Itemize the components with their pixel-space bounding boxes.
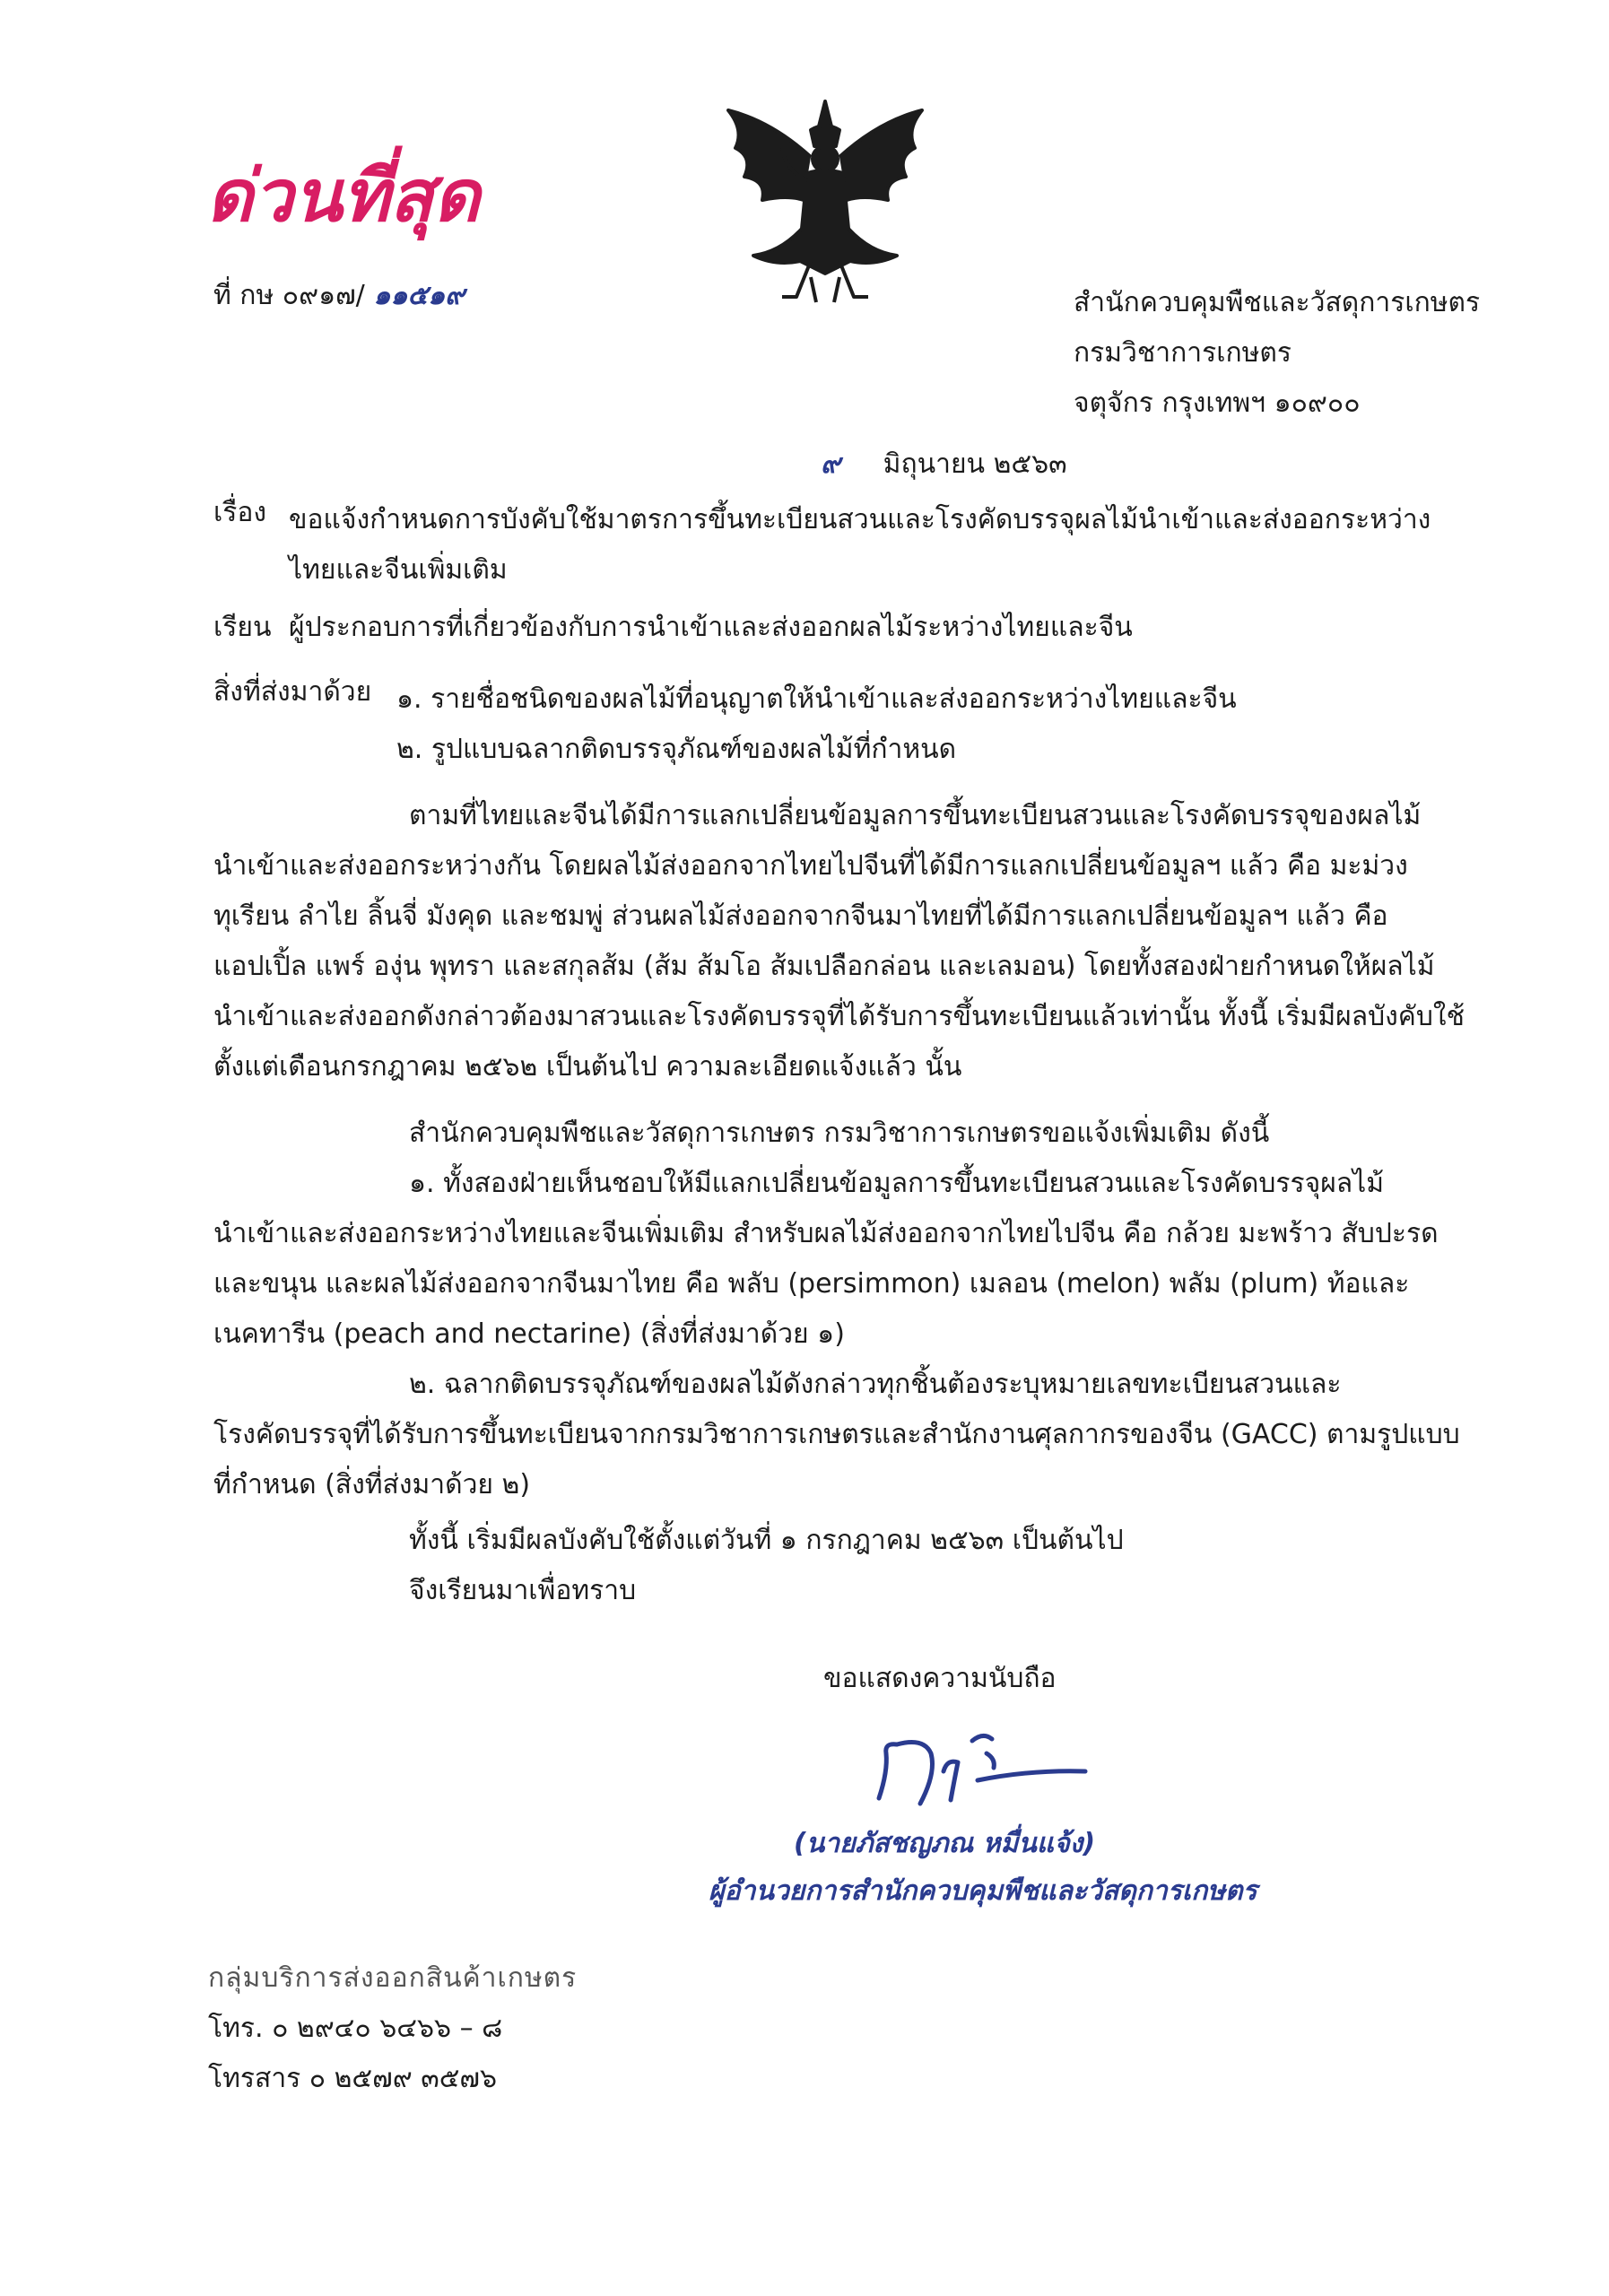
urgency-stamp: ด่วนที่สุด [206, 153, 481, 238]
paragraph-line: จึงเรียนมาเพื่อทราบ [409, 1575, 637, 1606]
letter-date [821, 447, 1067, 483]
body-paragraph-2 [213, 1109, 1469, 1510]
subject-line: ขอแจ้งกำหนดการบังคับใช้มาตรการขึ้นทะเบียนสวนและโรงคัดบรรจุผลไม้นำเข้าและส่งออกระหว่าง [289, 504, 1431, 535]
garuda-emblem-icon [718, 94, 933, 309]
paragraph-line: โรงคัดบรรจุที่ได้รับการขึ้นทะเบียนจากกรมวิชาการเกษตรและสำนักงานศุลกากรของจีน (GACC) ตามรูปแบบ [213, 1419, 1460, 1450]
sender-address [1074, 278, 1480, 429]
document-number-prefix: ที่ กษ ๐๙๑๗/ [213, 280, 365, 311]
paragraph-line: สำนักควบคุมพืชและวัสดุการเกษตร กรมวิชาการเกษตรขอแจ้งเพิ่มเติม ดังนี้ [409, 1118, 1270, 1149]
paragraph-line: และขนุน และผลไม้ส่งออกจากจีนมาไทย คือ พลับ (persimmon) เมลอน (melon) พลัม (plum) ท้อและ [213, 1268, 1410, 1300]
subject-label: เรื่อง [213, 497, 267, 528]
paragraph-line: ที่กำหนด (สิ่งที่ส่งมาด้วย ๒) [213, 1469, 531, 1500]
handwritten-signature [861, 1718, 1094, 1825]
paragraph-line: ๑. ทั้งสองฝ่ายเห็นชอบให้มีแลกเปลี่ยนข้อมูลการขึ้นทะเบียนสวนและโรงคัดบรรจุผลไม้ [409, 1168, 1385, 1199]
contact-footer [208, 1953, 577, 2104]
address-line: สำนักควบคุมพืชและวัสดุการเกษตร [1074, 287, 1481, 318]
document-number-handwritten: ๑๑๕๑๙ [373, 280, 465, 311]
body-paragraph-1 [213, 791, 1469, 1092]
address-line: กรมวิชาการเกษตร [1074, 337, 1292, 369]
subject-text [289, 495, 1431, 596]
paragraph-line: ๒. ฉลากติดบรรจุภัณฑ์ของผลไม้ดังกล่าวทุกชิ้นต้องระบุหมายเลขทะเบียนสวนและ [409, 1369, 1342, 1400]
paragraph-line: ตามที่ไทยและจีนได้มีการแลกเปลี่ยนข้อมูลการขึ้นทะเบียนสวนและโรงคัดบรรจุของผลไม้ [409, 800, 1422, 831]
footer-department: กลุ่มบริการส่งออกสินค้าเกษตร [208, 1962, 578, 1994]
address-line: จตุจักร กรุงเทพฯ ๑๐๙๐๐ [1074, 387, 1361, 419]
signer-name: (นายภัสชญภณ หมื่นแจ้ง) [794, 1828, 1096, 1859]
footer-phone: โทร. ๐ ๒๙๔๐ ๖๔๖๖ – ๘ [208, 2013, 503, 2044]
recipient-label: เรียน [213, 612, 272, 643]
closing-salutation: ขอแสดงความนับถือ [823, 1663, 1057, 1694]
paragraph-line: ตั้งแต่เดือนกรกฎาคม ๒๕๖๒ เป็นต้นไป ความละเอียดแจ้งแล้ว นั้น [213, 1051, 962, 1083]
paragraph-line: ทั้งนี้ เริ่มมีผลบังคับใช้ตั้งแต่วันที่ ๑ กรกฎาคม ๒๕๖๓ เป็นต้นไป [409, 1525, 1124, 1556]
date-day-handwritten: ๙ [821, 448, 840, 480]
signer-title: ผู้อำนวยการสำนักควบคุมพืชและวัสดุการเกษตร [709, 1875, 1257, 1907]
footer-fax: โทรสาร ๐ ๒๕๗๙ ๓๕๗๖ [208, 2063, 498, 2094]
body-paragraph-3 [213, 1516, 1469, 1616]
recipient-text: ผู้ประกอบการที่เกี่ยวข้องกับการนำเข้าและส่งออกผลไม้ระหว่างไทยและจีน [289, 612, 1133, 643]
enclosure-item: ๑. รายชื่อชนิดของผลไม้ที่อนุญาตให้นำเข้าและส่งออกระหว่างไทยและจีน [396, 683, 1237, 715]
paragraph-line: นำเข้าและส่งออกระหว่างกัน โดยผลไม้ส่งออกจากไทยไปจีนที่ได้มีการแลกเปลี่ยนข้อมูลฯ แล้ว คือ มะม่วง [213, 850, 1408, 882]
paragraph-line: แอปเปิ้ล แพร์ องุ่น พุทรา และสกุลส้ม (ส้ม ส้มโอ ส้มเปลือกล่อน และเลมอน) โดยทั้งสองฝ่ายกำหนดให้ผลไม้ [213, 951, 1435, 982]
paragraph-line: เนคทารีน (peach and nectarine) (สิ่งที่ส่งมาด้วย ๑) [213, 1318, 845, 1350]
enclosures-label: สิ่งที่ส่งมาด้วย [213, 676, 372, 708]
document-number [213, 278, 465, 314]
paragraph-line: นำเข้าและส่งออกดังกล่าวต้องมาสวนและโรงคัดบรรจุที่ได้รับการขึ้นทะเบียนแล้วเท่านั้น ทั้งนี้ เริ่มมีผลบังคับใช้ [213, 1001, 1465, 1032]
paragraph-line: ทุเรียน ลำไย ลิ้นจี่ มังคุด และชมพู่ ส่วนผลไม้ส่งออกจากจีนมาไทยที่ได้มีการแลกเปลี่ยนข้อมูลฯ แล้ว คือ [213, 900, 1388, 932]
paragraph-line: นำเข้าและส่งออกระหว่างไทยและจีนเพิ่มเติม สำหรับผลไม้ส่งออกจากไทยไปจีน คือ กล้วย มะพร้าว สับปะรด [213, 1218, 1439, 1249]
subject-line: ไทยและจีนเพิ่มเติม [289, 554, 508, 586]
enclosure-item: ๒. รูปแบบฉลากติดบรรจุภัณฑ์ของผลไม้ที่กำหนด [396, 734, 957, 765]
date-month-year: มิถุนายน ๒๕๖๓ [883, 448, 1067, 480]
enclosures-list [396, 674, 1237, 775]
